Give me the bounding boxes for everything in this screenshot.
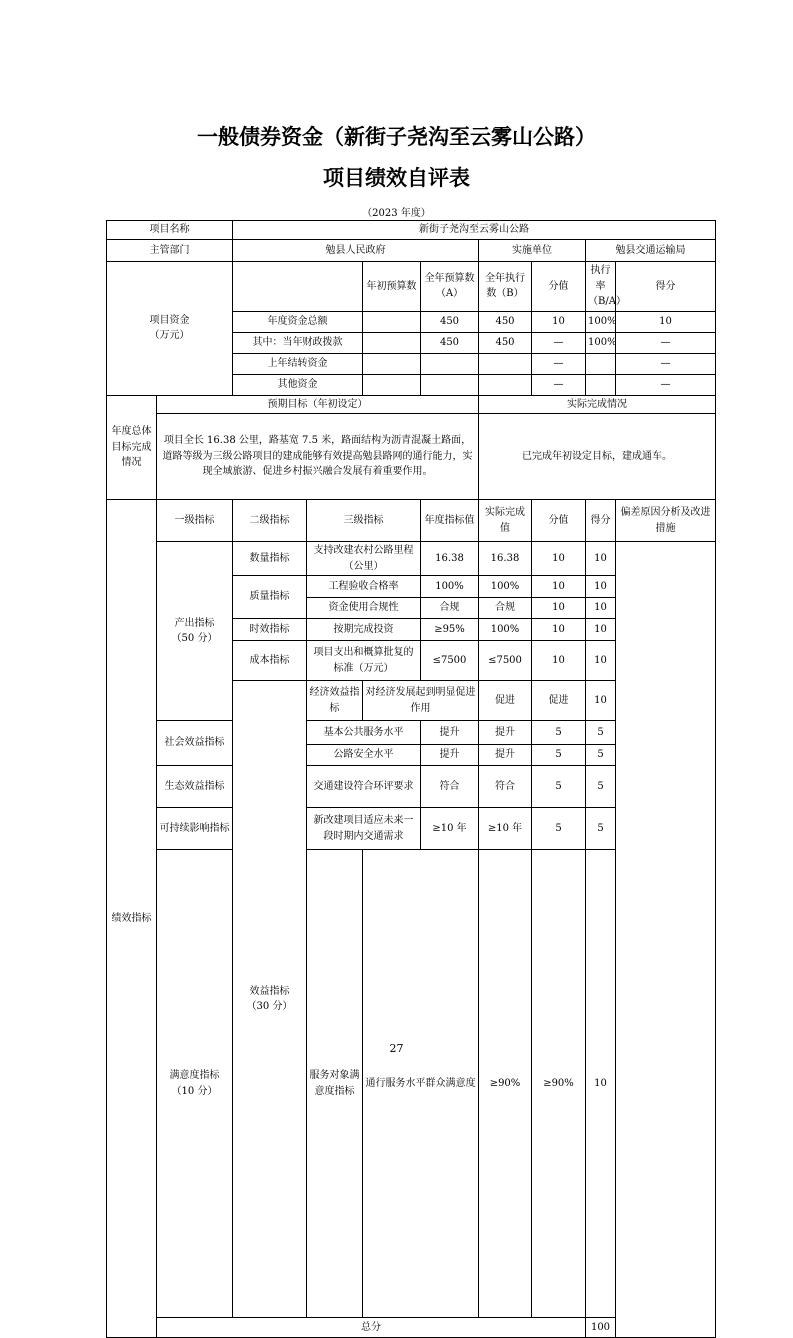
- document-subtitle: 项目绩效自评表: [323, 165, 470, 190]
- funds-row-label: 年度资金总额: [233, 311, 363, 332]
- indicator-actual: 16.38: [479, 542, 532, 576]
- level3-label: 新改建项目适应未来一段时期内交通需求: [307, 808, 421, 850]
- indicator-actual: 促进: [532, 681, 586, 721]
- indicator-score-value: 10: [586, 681, 616, 721]
- indicator-score: 10: [586, 641, 616, 681]
- indicator-actual: 提升: [479, 745, 532, 766]
- indicator-target: ≤7500: [421, 641, 479, 681]
- level1-cell: [157, 542, 233, 721]
- indicator-target: 提升: [421, 721, 479, 745]
- funds-row-initial: [363, 353, 421, 374]
- funds-header-score-value: 分值: [532, 262, 586, 312]
- header-target: 年度指标值: [421, 500, 479, 542]
- header-score: 得分: [586, 500, 616, 542]
- level3-label: 资金使用合规性: [307, 598, 421, 619]
- indicator-score-value: 5: [532, 766, 586, 808]
- indicator-actual: ≥90%: [532, 850, 586, 1318]
- funds-row-label: 其他资金: [233, 374, 363, 395]
- page-number: 27: [389, 1042, 404, 1055]
- funds-row-annual: [421, 353, 479, 374]
- level3-label: 通行服务水平群众满意度: [363, 850, 479, 1318]
- level2-label: 成本指标: [233, 641, 307, 681]
- funds-row-exec: 450: [479, 332, 532, 353]
- project-name-row: [107, 221, 716, 240]
- goals-label: 年度总体目标完成情况: [107, 395, 157, 500]
- funds-row-label: 上年结转资金: [233, 353, 363, 374]
- indicator-score-value: 10: [532, 619, 586, 641]
- indicator-target: 合规: [421, 598, 479, 619]
- header-level3: 三级指标: [307, 500, 421, 542]
- level3-label: 按期完成投资: [307, 619, 421, 641]
- total-score-value: 100: [586, 1318, 616, 1338]
- funds-row-label: 其中：当年财政拨款: [233, 332, 363, 353]
- header-deviation: 偏差原因分析及改进措施: [616, 500, 716, 542]
- funds-header-initial: 年初预算数: [363, 262, 421, 312]
- level3-label: 项目支出和概算批复的标准（万元）: [307, 641, 421, 681]
- funds-row-exec: 450: [479, 311, 532, 332]
- department-label: 主管部门: [107, 240, 233, 262]
- project-name-value: 新街子尧沟至云雾山公路: [233, 221, 716, 240]
- indicator-actual: ≤7500: [479, 641, 532, 681]
- funds-row-exec: [479, 374, 532, 395]
- indicator-actual: 合规: [479, 598, 532, 619]
- funds-label: 项目资金: [149, 314, 190, 326]
- funds-row-initial: [363, 374, 421, 395]
- goals-content-row: [107, 414, 716, 500]
- header-level2: 二级指标: [233, 500, 307, 542]
- funds-header-score: 得分: [616, 262, 716, 312]
- indicator-target: 符合: [421, 766, 479, 808]
- funds-header-exec: 全年执行数（B）: [479, 262, 532, 312]
- indicator-target: 16.38: [421, 542, 479, 576]
- indicators-header-row: [107, 500, 716, 542]
- indicator-target: ≥95%: [421, 619, 479, 641]
- indicator-score-value: 10: [532, 598, 586, 619]
- level1-points: （30 分）: [246, 1001, 293, 1012]
- funds-row-score-value: 10: [532, 311, 586, 332]
- indicator-score: 5: [586, 808, 616, 850]
- department-value: 勉县人民政府: [233, 240, 479, 262]
- funds-header-annual: 全年预算数（A）: [421, 262, 479, 312]
- department-row: [107, 240, 716, 262]
- deviation-blank: [616, 542, 716, 1338]
- funds-row-score: —: [616, 332, 716, 353]
- funds-header-rate: 执行率（B/A）: [586, 262, 616, 312]
- indicator-actual: ≥10 年: [479, 808, 532, 850]
- indicator-score: 10: [586, 598, 616, 619]
- level1-label: 效益指标: [249, 985, 290, 997]
- implementing-unit-value: 勉县交通运输局: [586, 240, 716, 262]
- level3-label: 工程验收合格率: [307, 576, 421, 598]
- funds-row-rate: [586, 374, 616, 395]
- funds-header-blank: [233, 262, 363, 312]
- funds-row-score: 10: [616, 311, 716, 332]
- indicator-score-value: 5: [532, 808, 586, 850]
- indicator-score: 10: [586, 542, 616, 576]
- funds-row-score-value: —: [532, 353, 586, 374]
- indicator-score: 5: [586, 766, 616, 808]
- funds-row-exec: [479, 353, 532, 374]
- funds-row-score: —: [616, 353, 716, 374]
- actual-goal-text: 已完成年初设定目标，建成通车。: [479, 414, 716, 500]
- funds-row-annual: [421, 374, 479, 395]
- level2-label: 可持续影响指标: [157, 808, 233, 850]
- indicator-target: 提升: [421, 745, 479, 766]
- implementing-unit-label: 实施单位: [479, 240, 586, 262]
- level1-points: （50 分）: [171, 633, 218, 644]
- indicator-target: ≥90%: [479, 850, 532, 1318]
- level1-cell: [233, 681, 307, 1318]
- level3-label: 基本公共服务水平: [307, 721, 421, 745]
- self-evaluation-table: [106, 220, 716, 1338]
- goals-header-row: [107, 395, 716, 414]
- level2-label: 数量指标: [233, 542, 307, 576]
- indicator-score-value: 10: [586, 850, 616, 1318]
- funds-label-cell: [107, 262, 233, 396]
- level3-label: 对经济发展起到明显促进作用: [363, 681, 479, 721]
- indicator-actual: 100%: [479, 576, 532, 598]
- level1-cell: [157, 850, 233, 1318]
- report-year: （2023 年度）: [362, 208, 431, 219]
- level2-label: 服务对象满意度指标: [307, 850, 363, 1318]
- funds-row-rate: [586, 353, 616, 374]
- indicator-score: 10: [586, 619, 616, 641]
- indicator-actual: 符合: [479, 766, 532, 808]
- funds-row-annual: 450: [421, 332, 479, 353]
- indicator-score-value: 10: [532, 641, 586, 681]
- indicator-target: 100%: [421, 576, 479, 598]
- level2-label: 经济效益指标: [307, 681, 363, 721]
- indicator-score: 5: [586, 721, 616, 745]
- funds-row-initial: [363, 332, 421, 353]
- level2-label: 质量指标: [233, 576, 307, 619]
- indicator-score: 5: [586, 745, 616, 766]
- level2-label: 社会效益指标: [157, 721, 233, 766]
- indicator-target: 促进: [479, 681, 532, 721]
- funds-unit: （万元）: [149, 330, 190, 342]
- indicator-actual: 提升: [479, 721, 532, 745]
- level3-label: 交通建设符合环评要求: [307, 766, 421, 808]
- funds-row-rate: 100%: [586, 311, 616, 332]
- total-label: 总分: [157, 1318, 586, 1338]
- document-title: 一般债券资金（新街子尧沟至云雾山公路）: [197, 124, 596, 149]
- funds-row-score: —: [616, 374, 716, 395]
- funds-row-score-value: —: [532, 332, 586, 353]
- indicator-actual: 100%: [479, 619, 532, 641]
- level2-label: 生态效益指标: [157, 766, 233, 808]
- header-actual: 实际完成值: [479, 500, 532, 542]
- actual-goal-header: 实际完成情况: [479, 395, 716, 414]
- funds-row-rate: 100%: [586, 332, 616, 353]
- indicator-score-value: 5: [532, 721, 586, 745]
- level1-points: （10 分）: [171, 1085, 218, 1097]
- indicators-label: 绩效指标: [107, 500, 157, 1338]
- expected-goal-text: 项目全长 16.38 公里，路基宽 7.5 米，路面结构为沥青混凝土路面，道路等级为三级公路项目的建成能够有效提高勉县路网的通行能力，实现全域旅游、促进乡村振兴融合发展有着重要作用。: [157, 414, 479, 500]
- project-name-label: 项目名称: [107, 221, 233, 240]
- indicator-score-value: 10: [532, 542, 586, 576]
- funds-row-annual: 450: [421, 311, 479, 332]
- indicator-row: [107, 542, 716, 576]
- expected-goal-header: 预期目标（年初设定）: [157, 395, 479, 414]
- funds-row-initial: [363, 311, 421, 332]
- header-level1: 一级指标: [157, 500, 233, 542]
- indicator-score: 10: [586, 576, 616, 598]
- funds-header-row: [107, 262, 716, 312]
- funds-row-score-value: —: [532, 374, 586, 395]
- header-score-value: 分值: [532, 500, 586, 542]
- level3-label: 支持改建农村公路里程（公里）: [307, 542, 421, 576]
- level3-label: 公路安全水平: [307, 745, 421, 766]
- indicator-score-value: 5: [532, 745, 586, 766]
- level1-label: 产出指标: [174, 617, 215, 629]
- level2-label: 时效指标: [233, 619, 307, 641]
- indicator-target: ≥10 年: [421, 808, 479, 850]
- indicator-score-value: 10: [532, 576, 586, 598]
- level1-label: 满意度指标: [169, 1070, 220, 1081]
